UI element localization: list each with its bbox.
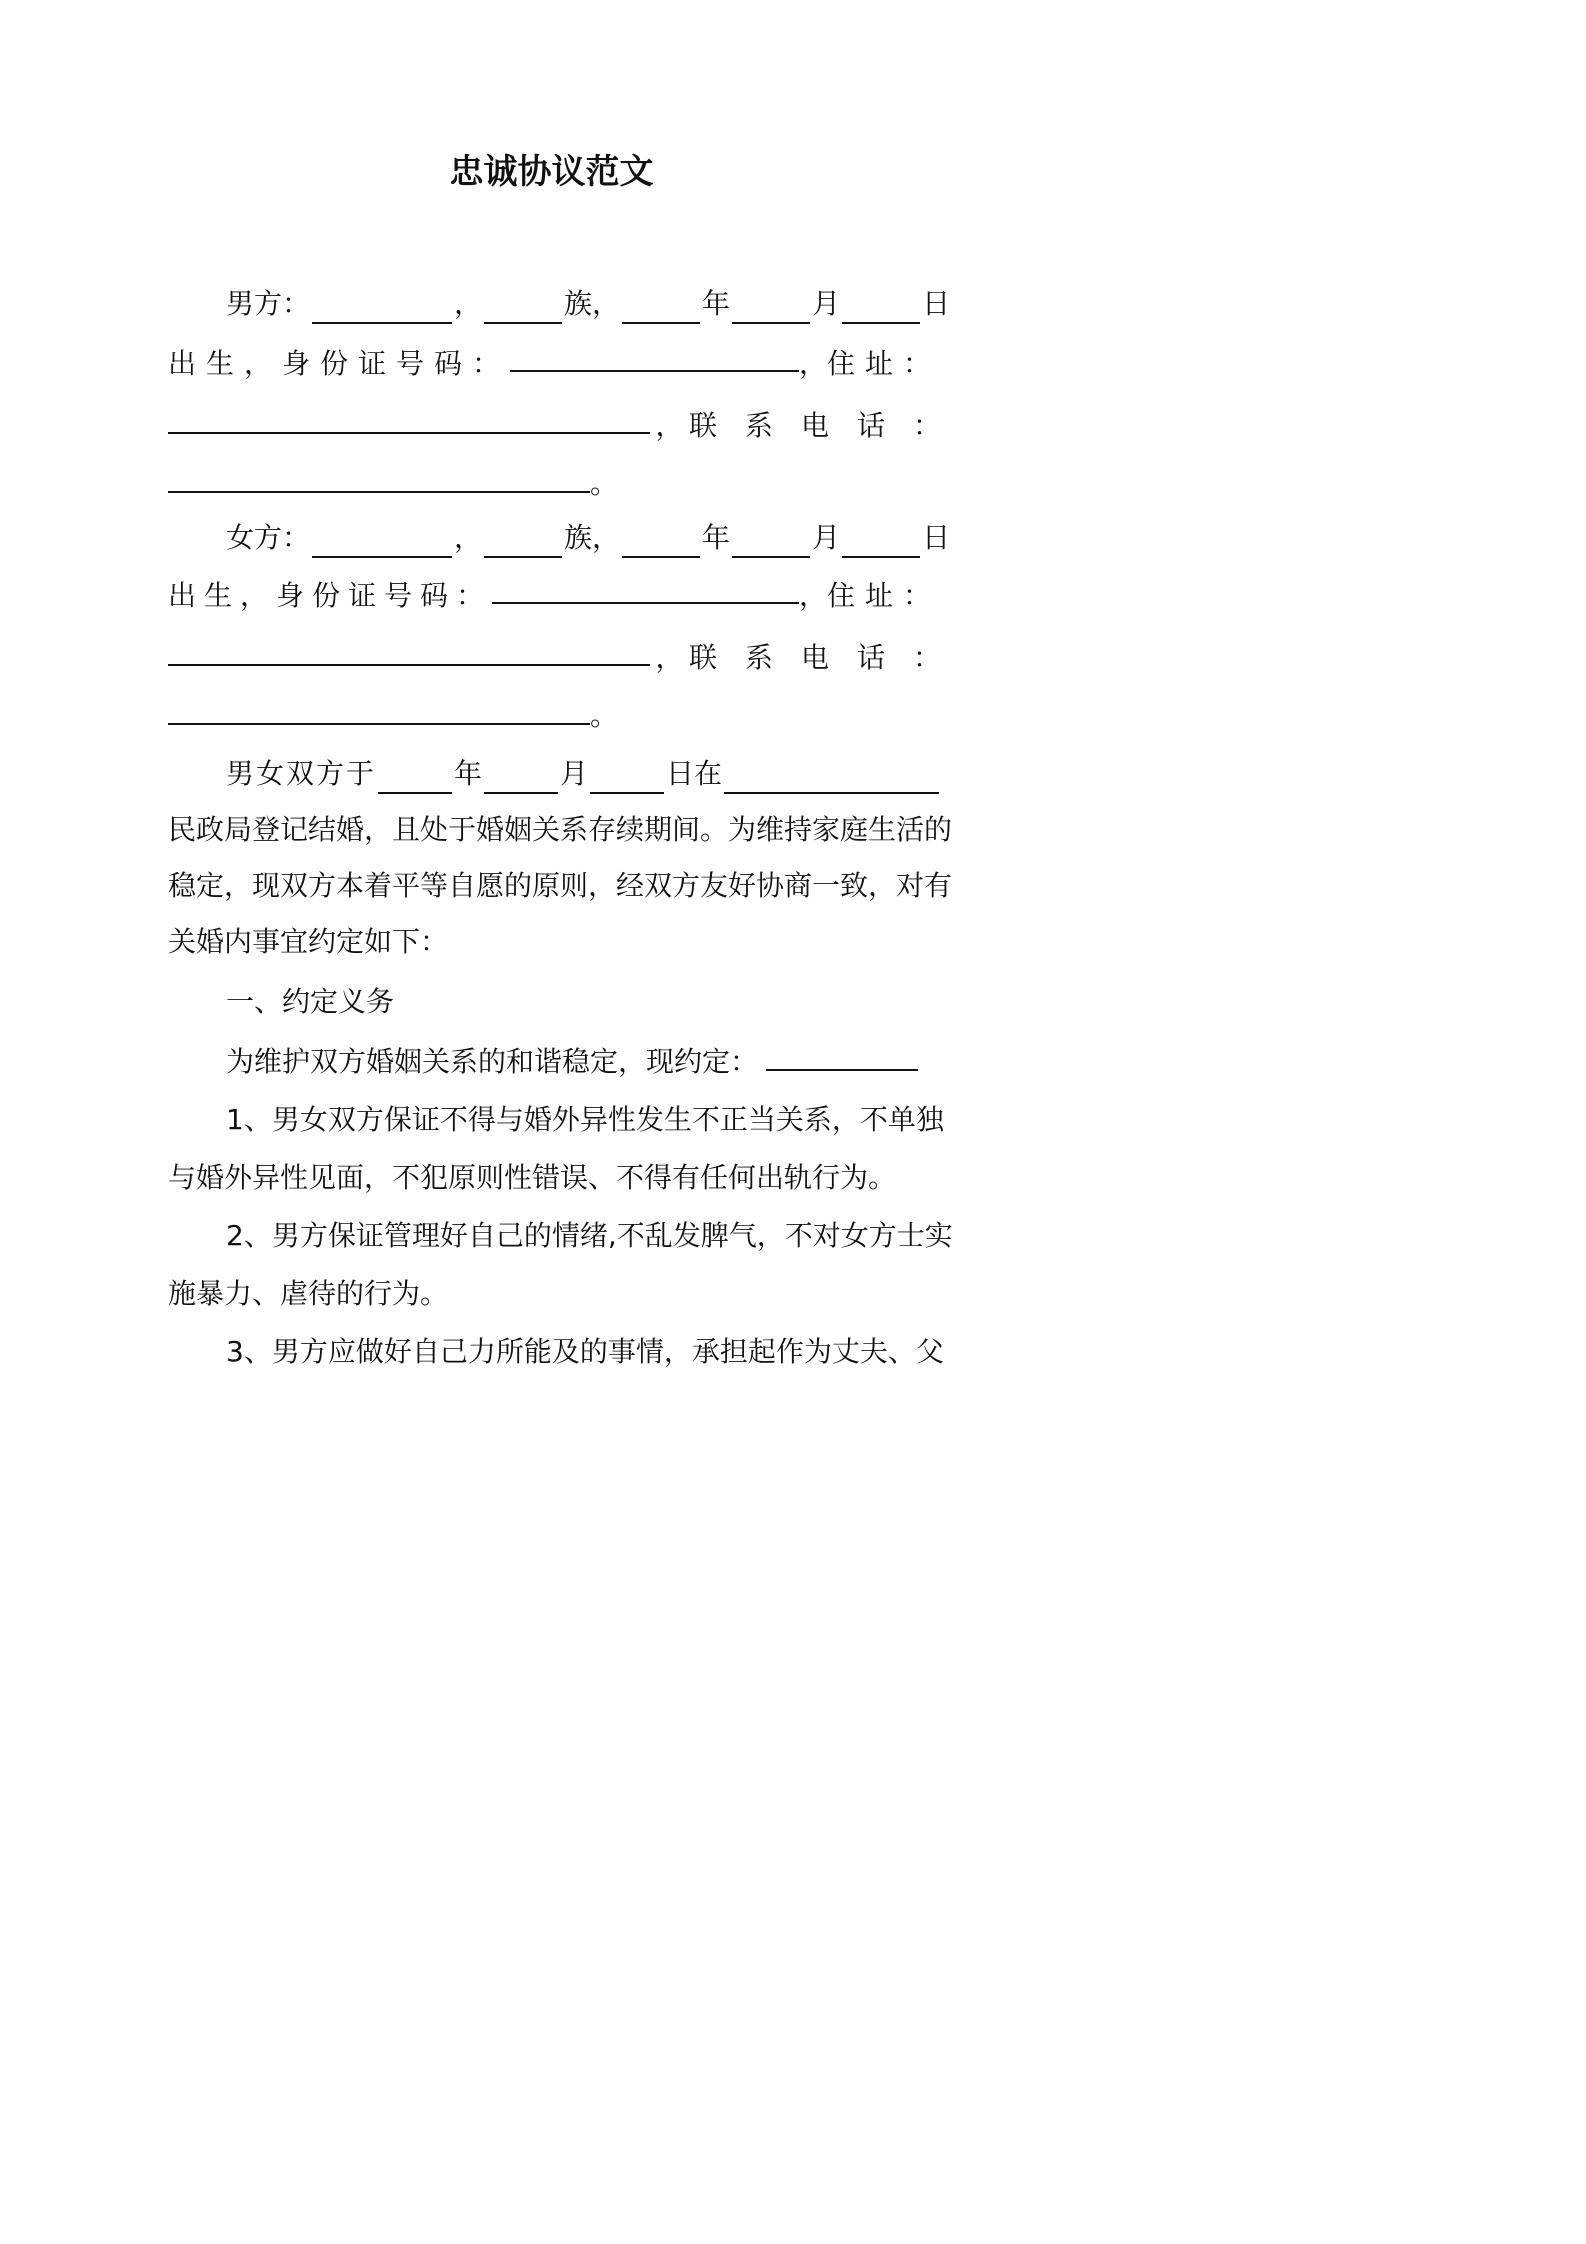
marriage-day-blank[interactable]	[590, 766, 664, 794]
year-label: 年	[702, 287, 731, 320]
female-address-label: 住址：	[826, 579, 941, 612]
female-id-blank[interactable]	[492, 576, 799, 604]
male-name-blank[interactable]	[312, 296, 452, 324]
agreement-blank[interactable]	[766, 1043, 918, 1071]
comma: ，	[655, 409, 684, 442]
female-label: 女方：	[226, 521, 311, 554]
ethnicity-label: 族，	[564, 521, 621, 554]
period: 。	[590, 467, 619, 500]
male-phone-label: 联系电话：	[688, 409, 969, 442]
agreement-line	[226, 1042, 941, 1082]
day-at-label: 日在	[666, 757, 723, 790]
female-line-4	[168, 696, 941, 736]
female-year-blank[interactable]	[622, 530, 700, 558]
clause-2-line-1: 2、男方保证管理好自己的情绪,不乱发脾气，不对女方士实	[226, 1219, 953, 1252]
marriage-line-4: 关婚内事宜约定如下：	[168, 925, 449, 958]
male-address-label: 住址：	[826, 347, 941, 380]
period: 。	[590, 699, 619, 732]
female-address-blank[interactable]	[168, 638, 650, 666]
comma: ，	[454, 521, 483, 554]
agreement-text: 为维护双方婚姻关系的和谐稳定，现约定：	[226, 1045, 759, 1078]
marriage-year-blank[interactable]	[378, 766, 452, 794]
female-name-blank[interactable]	[312, 530, 452, 558]
marriage-intro: 男女双方于	[226, 757, 377, 790]
male-id-blank[interactable]	[510, 344, 799, 372]
marriage-month-blank[interactable]	[484, 766, 558, 794]
female-id-label: 出生，身份证号码：	[168, 579, 493, 612]
comma: ，	[798, 579, 827, 612]
female-day-blank[interactable]	[842, 530, 920, 558]
male-ethnicity-blank[interactable]	[484, 296, 562, 324]
male-address-blank[interactable]	[168, 406, 650, 434]
section-heading: 一、约定义务	[226, 985, 395, 1018]
male-line-2	[168, 344, 941, 384]
female-line-3	[168, 638, 969, 678]
day-label: 日	[922, 521, 951, 554]
marriage-line-1	[226, 754, 941, 794]
month-label: 月	[812, 287, 841, 320]
female-line-2	[168, 576, 941, 616]
male-line-1	[226, 284, 951, 324]
marriage-place-blank[interactable]	[724, 766, 939, 794]
male-day-blank[interactable]	[842, 296, 920, 324]
marriage-line-2: 民政局登记结婚，且处于婚姻关系存续期间。为维持家庭生活的	[168, 813, 953, 846]
year-label: 年	[702, 521, 731, 554]
male-label: 男方：	[226, 287, 311, 320]
female-phone-label: 联系电话：	[688, 641, 969, 674]
comma: ，	[655, 641, 684, 674]
comma: ，	[454, 287, 483, 320]
male-year-blank[interactable]	[622, 296, 700, 324]
clause-1-line-2: 与婚外异性见面，不犯原则性错误、不得有任何出轨行为。	[168, 1161, 897, 1194]
document-title: 忠诚协议范文	[449, 152, 654, 192]
female-ethnicity-blank[interactable]	[484, 530, 562, 558]
male-month-blank[interactable]	[732, 296, 810, 324]
female-phone-blank[interactable]	[168, 697, 590, 725]
comma: ，	[798, 347, 827, 380]
male-phone-blank[interactable]	[168, 465, 590, 493]
male-id-label: 出生，身份证号码：	[168, 347, 511, 380]
day-label: 日	[922, 287, 951, 320]
male-line-4	[168, 464, 941, 504]
clause-1-line-1: 1、男女双方保证不得与婚外异性发生不正当关系，不单独	[226, 1103, 944, 1136]
female-line-1	[226, 518, 951, 558]
male-line-3	[168, 406, 969, 446]
clause-3-line-1: 3、男方应做好自己力所能及的事情，承担起作为丈夫、父	[226, 1335, 944, 1368]
female-month-blank[interactable]	[732, 530, 810, 558]
year-label: 年	[454, 757, 483, 790]
month-label: 月	[560, 757, 589, 790]
month-label: 月	[812, 521, 841, 554]
clause-2-line-2: 施暴力、虐待的行为。	[168, 1277, 449, 1310]
marriage-line-3: 稳定，现双方本着平等自愿的原则，经双方友好协商一致，对有	[168, 869, 953, 902]
ethnicity-label: 族，	[564, 287, 621, 320]
